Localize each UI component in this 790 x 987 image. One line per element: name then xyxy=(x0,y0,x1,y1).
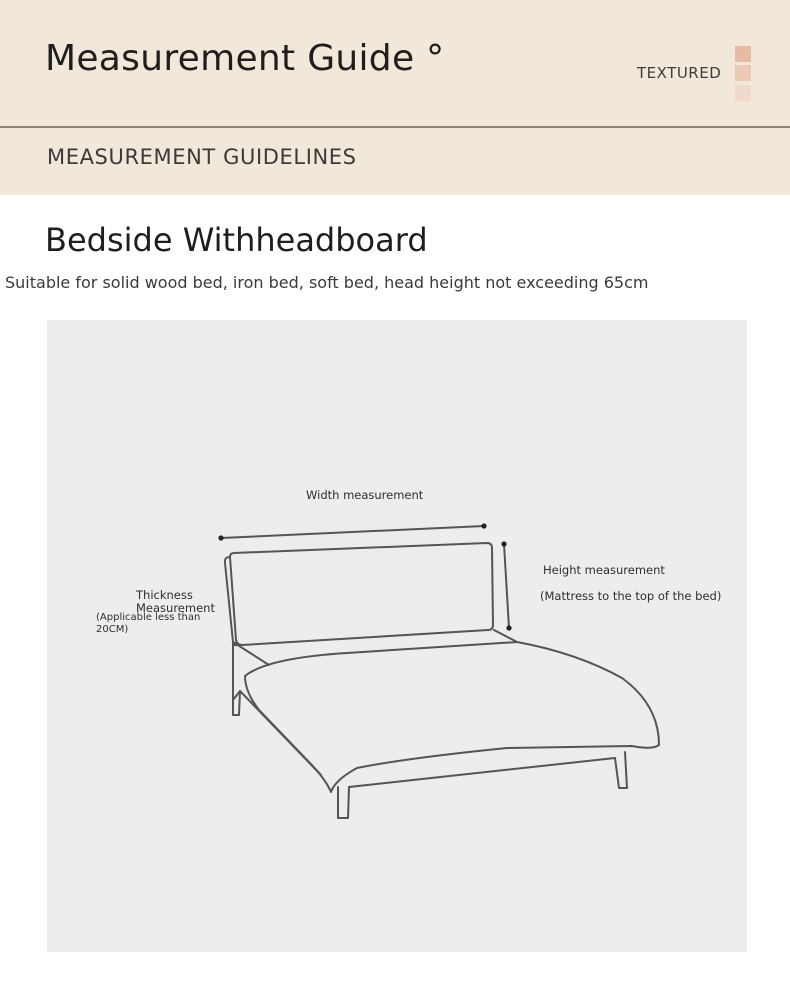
headboard-front xyxy=(230,543,493,645)
mattress-top xyxy=(245,642,659,792)
thickness-label: Thickness xyxy=(136,588,193,602)
variant-title: Bedside Withheadboard xyxy=(45,221,428,259)
header-banner xyxy=(0,0,790,195)
header-divider xyxy=(0,126,790,128)
brand-label: TEXTURED xyxy=(637,64,722,82)
thickness-label: Measurement xyxy=(136,601,215,615)
bed-diagram-panel xyxy=(47,320,747,952)
bed-frame-side-rail xyxy=(233,691,321,775)
width-endpoint-dot xyxy=(218,535,223,540)
headboard-base-edge xyxy=(494,630,517,642)
page-title: Measurement Guide ° xyxy=(45,38,445,79)
width-label: Width measurement xyxy=(306,488,424,502)
bed-leg-front-left xyxy=(338,787,349,818)
section-heading: MEASUREMENT GUIDELINES xyxy=(47,145,357,169)
height-label: Height measurement xyxy=(543,563,665,577)
brand-swatch-icon xyxy=(735,46,751,62)
height-endpoint-dot xyxy=(501,541,506,546)
thickness-note: 20CM) xyxy=(96,624,129,635)
brand-swatch-icon xyxy=(735,85,751,101)
height-endpoint-dot xyxy=(506,625,511,630)
bed-illustration xyxy=(47,320,747,952)
width-dimension-line xyxy=(221,526,484,538)
variant-description: Suitable for solid wood bed, iron bed, soft bed, head height not exceeding 65cm xyxy=(5,273,649,292)
width-endpoint-dot xyxy=(481,523,486,528)
bed-leg-front-right xyxy=(615,752,627,788)
height-dimension-line xyxy=(504,544,509,628)
brand-swatch-icon xyxy=(735,65,751,81)
thickness-note: (Applicable less than xyxy=(96,612,201,623)
height-note: (Mattress to the top of the bed) xyxy=(540,589,722,603)
